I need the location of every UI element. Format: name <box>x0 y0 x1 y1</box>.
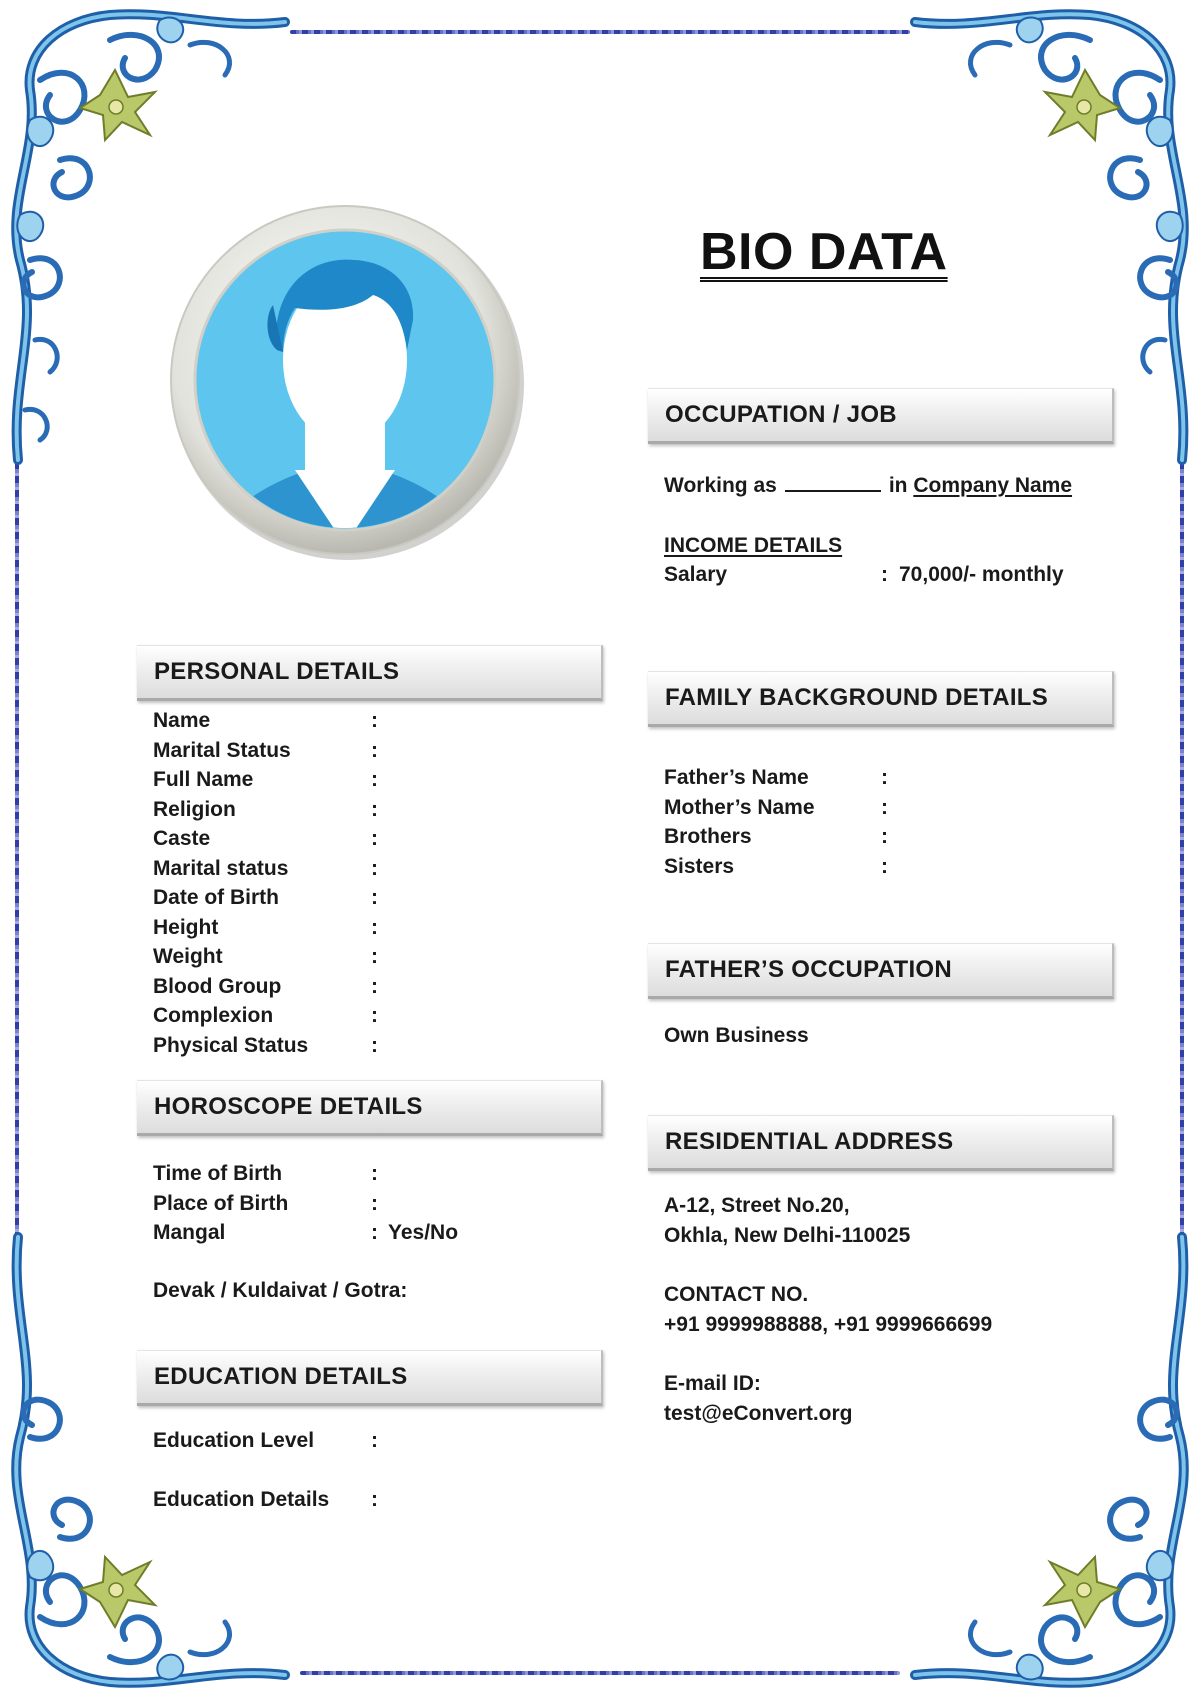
colon: : <box>371 945 378 968</box>
colon: : <box>881 795 888 819</box>
colon: : <box>881 766 888 789</box>
gotra-label: Devak / Kuldaivat / Gotra: <box>153 1279 408 1302</box>
education-details-header: EDUCATION DETAILS <box>137 1350 603 1406</box>
fathers-occupation-value: Own Business <box>664 1024 809 1047</box>
contact-label: CONTACT NO. <box>664 1283 809 1306</box>
horoscope-details-header: HOROSCOPE DETAILS <box>137 1080 603 1136</box>
colon: : <box>881 854 888 878</box>
address-line-1: A-12, Street No.20, <box>664 1194 850 1217</box>
colon: : <box>371 1162 378 1185</box>
fathers-occupation-header: FATHER’S OCCUPATION <box>648 943 1114 999</box>
mangal-value: Yes/No <box>388 1221 459 1244</box>
education-field-label: Education Level <box>153 1429 315 1452</box>
colon: : <box>881 825 888 848</box>
personal-field-label: Complexion <box>153 1004 274 1027</box>
contact-value: +91 9999988888, +91 9999666699 <box>664 1313 993 1336</box>
colon: : <box>371 827 378 850</box>
salary-label: Salary <box>664 563 728 586</box>
personal-field-label: Name <box>153 709 211 732</box>
personal-field-label: Height <box>153 915 219 939</box>
personal-field-label: Marital status <box>153 856 289 880</box>
personal-field-label: Date of Birth <box>153 886 279 909</box>
in-label: in <box>888 474 908 497</box>
border-bottom-line <box>300 1671 900 1675</box>
colon: : <box>371 1429 378 1452</box>
colon: : <box>371 738 378 762</box>
colon: : <box>371 886 378 909</box>
education-field-label: Education Details <box>153 1488 330 1511</box>
personal-details-header: PERSONAL DETAILS <box>137 645 603 701</box>
email-value: test@eConvert.org <box>664 1402 853 1425</box>
colon: : <box>371 709 378 732</box>
colon: : <box>881 563 888 586</box>
colon: : <box>371 1004 378 1027</box>
border-left-line <box>15 420 19 1280</box>
personal-field-label: Religion <box>153 797 236 821</box>
personal-field-label: Caste <box>153 827 211 850</box>
horoscope-field-label: Time of Birth <box>153 1162 283 1185</box>
company-name: Company Name <box>913 474 1073 497</box>
border-right-line <box>1180 420 1184 1280</box>
family-background-header: FAMILY BACKGROUND DETAILS <box>648 671 1114 727</box>
colon: : <box>371 915 378 939</box>
family-field-label: Father’s Name <box>664 766 809 789</box>
occupation-blank <box>785 474 881 492</box>
person-avatar-icon <box>165 200 525 560</box>
family-field-label: Mother’s Name <box>664 795 815 819</box>
personal-field-label: Marital Status <box>153 738 291 762</box>
page-title: BIO DATA <box>700 223 948 281</box>
occupation-header: OCCUPATION / JOB <box>648 388 1114 444</box>
income-details-heading: INCOME DETAILS <box>664 534 843 557</box>
colon: : <box>371 856 378 880</box>
salary-value: 70,000/- monthly <box>899 563 1064 586</box>
email-label: E-mail ID: <box>664 1372 761 1395</box>
working-as-line <box>664 474 1072 498</box>
colon: : <box>371 1191 378 1215</box>
colon: : <box>371 1221 378 1244</box>
family-field-label: Sisters <box>664 854 735 878</box>
family-field-label: Brothers <box>664 825 752 848</box>
colon: : <box>371 1488 378 1511</box>
colon: : <box>371 797 378 821</box>
residential-address-header: RESIDENTIAL ADDRESS <box>648 1115 1114 1171</box>
horoscope-field-label: Place of Birth <box>153 1191 289 1215</box>
address-line-2: Okhla, New Delhi-110025 <box>664 1224 911 1247</box>
personal-field-label: Full Name <box>153 768 254 791</box>
personal-field-label: Weight <box>153 945 223 968</box>
colon: : <box>371 1033 378 1057</box>
colon: : <box>371 974 378 998</box>
working-as-label: Working as <box>664 474 777 497</box>
personal-field-label: Blood Group <box>153 974 282 998</box>
border-top-line <box>290 30 910 34</box>
corner-ornament-icon <box>900 1227 1200 1697</box>
horoscope-field-label: Mangal <box>153 1221 226 1244</box>
colon: : <box>371 768 378 791</box>
personal-field-label: Physical Status <box>153 1033 309 1057</box>
